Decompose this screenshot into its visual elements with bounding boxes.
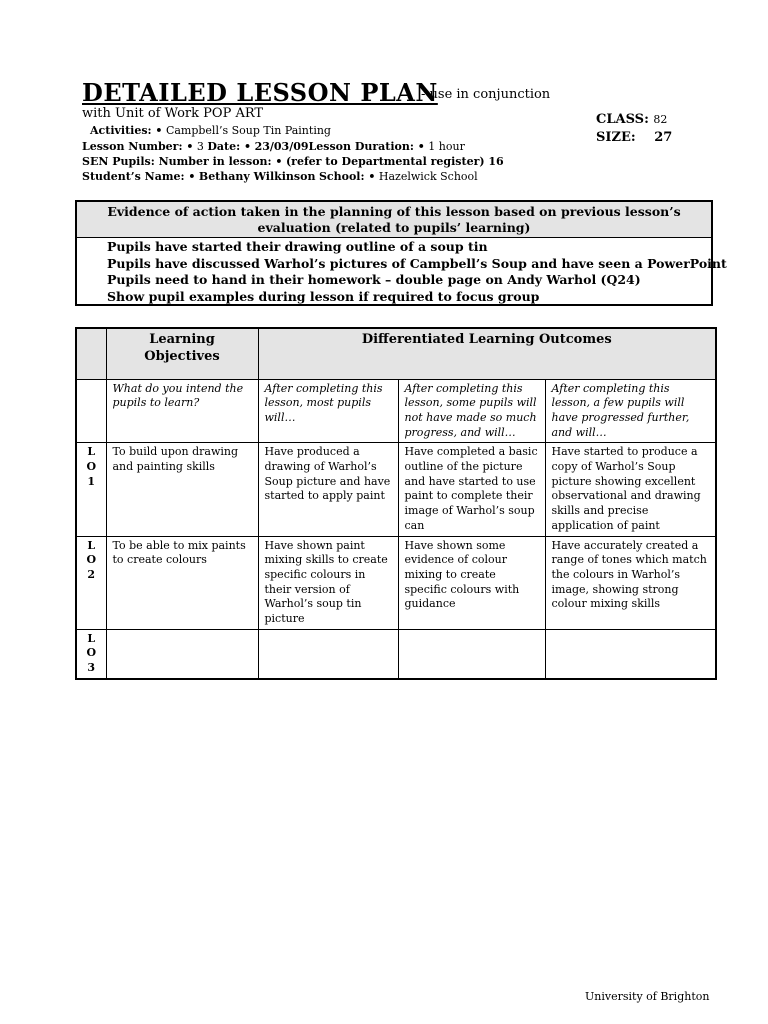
sen-label: SEN Pupils: Number in lesson: • [82, 155, 283, 168]
student-line [82, 170, 478, 183]
lo2-some: Have shown some evidence of colour mixing to create specific colours with guidance [398, 536, 545, 629]
lo-label-letter: L [87, 538, 96, 552]
evidence-box [75, 200, 727, 306]
table-row-lo1 [76, 443, 716, 536]
table-row-lo3 [76, 629, 716, 679]
evidence-item: Pupils need to hand in their homework – double page on Andy Warhol (Q24) [107, 272, 641, 287]
prompt-objective: What do you intend the pupils to learn? [106, 379, 258, 443]
header-blank-cell [76, 328, 106, 379]
lo1-few: Have started to produce a copy of Warhol’s Soup picture showing excellent observational and drawing skills and precise application of paint [545, 443, 716, 536]
class-value: 82 [653, 113, 668, 126]
lo-label-number: 1 [87, 474, 96, 488]
learning-outcomes-table [75, 327, 717, 680]
sen-line [82, 155, 504, 168]
duration-value: 1 hour [428, 140, 465, 153]
lo-label-number: 2 [87, 567, 96, 581]
evidence-heading-line2: evaluation (related to pupils’ learning) [257, 220, 531, 235]
lo2-most: Have shown paint mixing skills to create specific colours in their version of Warhol’s soup tin picture [258, 536, 398, 629]
lo3-few [545, 629, 716, 679]
lo1-objective: To build upon drawing and painting skills [106, 443, 258, 536]
prompt-blank-cell [76, 379, 106, 443]
lo3-objective [106, 629, 258, 679]
class-label: CLASS: [596, 112, 649, 127]
school-label: School: • [318, 170, 376, 183]
student-label: Student’s Name: • [82, 170, 196, 183]
activities-label: Activities: • [90, 124, 163, 137]
evidence-item: Show pupil examples during lesson if required to focus group [107, 288, 540, 304]
prompt-some: After completing this lesson, some pupils will not have made so much progress, and will… [398, 379, 545, 443]
lo-label-letter: O [86, 460, 97, 474]
date-label: Date: • [207, 140, 252, 153]
lo-label-letter: L [87, 445, 96, 459]
title-suffix: - use in conjunction [421, 87, 551, 102]
evidence-item: Pupils have discussed Warhol’s pictures of Campbell’s Soup and have seen a PowerPoint [107, 255, 727, 271]
prompt-few: After completing this lesson, a few pupils will have progressed further, and will… [545, 379, 716, 443]
lo3-most [258, 629, 398, 679]
lo1-some-text: Have completed a basic outline of the picture and have started to use paint to complete their image of Warhol’s soup can [404, 445, 538, 532]
lesson-line [82, 140, 465, 153]
lo1-some [398, 443, 545, 536]
lesson-number-value: 3 [196, 140, 204, 153]
lesson-number-label: Lesson Number: • [82, 140, 194, 153]
lo3-some [398, 629, 545, 679]
activities-value: Campbell’s Soup Tin Painting [165, 124, 331, 137]
page-title: DETAILED LESSON PLAN [82, 78, 438, 107]
duration-label: Lesson Duration: • [308, 140, 425, 153]
evidence-heading-line1: Evidence of action taken in the planning of this lesson based on previous lesson’s [107, 204, 681, 219]
lo-label-letter: O [86, 553, 97, 567]
header-differentiated-outcomes: Differentiated Learning Outcomes [258, 328, 716, 379]
lo1-most: Have produced a drawing of Warhol’s Soup picture and have started to apply paint [258, 443, 398, 536]
lo1-label [76, 443, 106, 536]
activities-line [90, 124, 331, 137]
class-info [596, 111, 667, 129]
evidence-heading [77, 202, 711, 238]
table-row-lo2 [76, 536, 716, 629]
size-value: 27 [654, 130, 673, 145]
prompt-most: After completing this lesson, most pupils will… [258, 379, 398, 443]
evidence-item: Pupils have started their drawing outline of a soup tin [107, 239, 488, 254]
table-header-row [76, 328, 716, 379]
sen-value: (refer to Departmental register) 16 [285, 155, 504, 168]
size-info [596, 130, 672, 145]
lo-label-number: 3 [87, 661, 96, 675]
lo2-label [76, 536, 106, 629]
lo-label-letter: O [86, 646, 97, 660]
table-prompt-row [76, 379, 716, 443]
lo-label-letter: L [87, 631, 96, 645]
header-learning-objectives: Learning Objectives [106, 328, 258, 379]
footer-institution: University of Brighton [585, 990, 710, 1003]
unit-of-work: with Unit of Work POP ART [82, 106, 264, 121]
lo2-few: Have accurately created a range of tones which match the colours in Warhol’s image, showing strong colour mixing skills [545, 536, 716, 629]
date-value: 23/03/09 [254, 140, 309, 153]
school-value: Hazelwick School [378, 170, 478, 183]
lo2-objective: To be able to mix paints to create colours [106, 536, 258, 629]
student-value: Bethany Wilkinson [198, 170, 316, 183]
size-label: SIZE: [596, 130, 636, 145]
lo3-label [76, 629, 106, 679]
evidence-list [77, 238, 727, 305]
